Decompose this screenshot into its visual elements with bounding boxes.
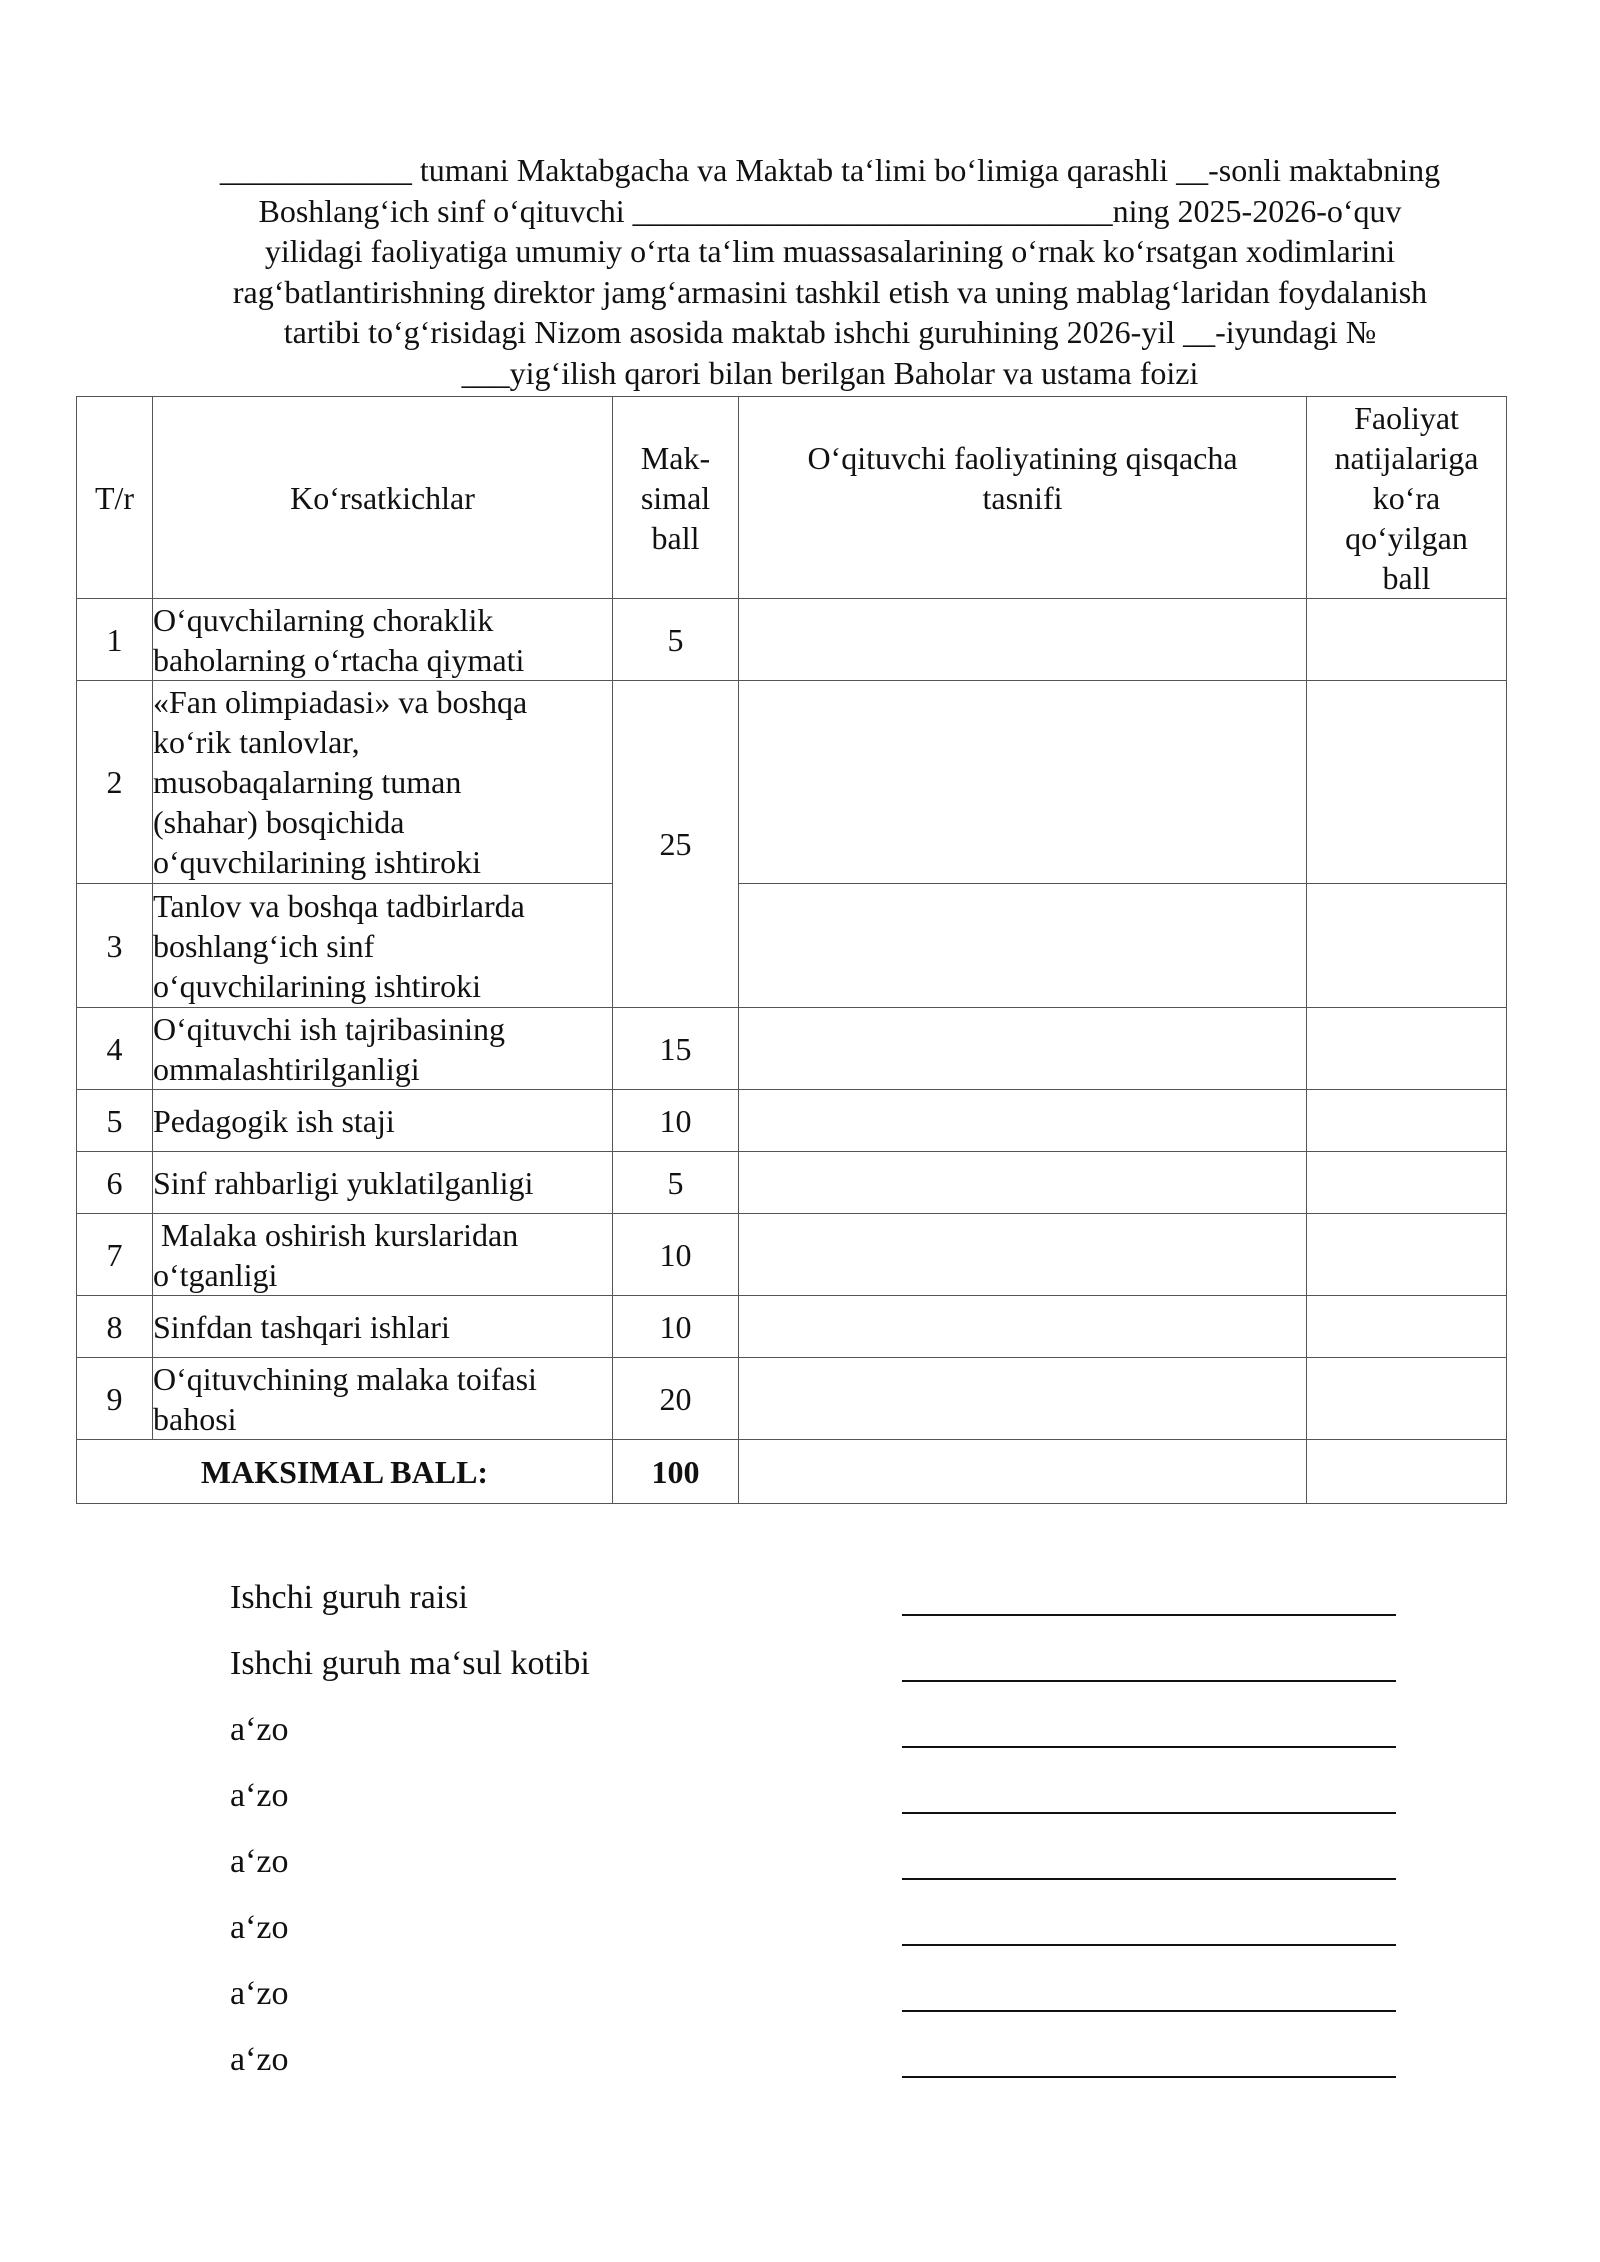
max-ball-cell: 10 <box>613 1090 739 1152</box>
evaluation-table <box>76 396 1507 1504</box>
description-cell <box>739 681 1307 884</box>
description-cell <box>739 1090 1307 1152</box>
signature-row <box>230 1966 1400 2032</box>
indicator-cell: Malaka oshirish kurslaridan o‘tganligi <box>153 1214 613 1296</box>
signature-label: a‘zo <box>230 1777 289 1814</box>
indicator-cell: O‘qituvchi ish tajribasining ommalashtirilganligi <box>153 1008 613 1090</box>
header-line: ___yig‘ilish qarori bilan berilgan Baholar va ustama foizi <box>461 354 1199 391</box>
signature-line <box>902 1746 1396 1748</box>
max-ball-cell: 5 <box>613 1152 739 1214</box>
signature-line <box>902 2010 1396 2012</box>
score-cell <box>1307 1296 1507 1358</box>
header-line: ____________ tumani Maktabgacha va Maktab ta‘limi bo‘limiga qarashli __-sonli maktabning <box>219 152 1441 188</box>
max-ball-cell: 10 <box>613 1296 739 1358</box>
table-row <box>77 599 1507 681</box>
description-cell <box>739 1214 1307 1296</box>
total-label: MAKSIMAL BALL: <box>77 1440 613 1504</box>
indicator-cell: O‘qituvchining malaka toifasi bahosi <box>153 1358 613 1440</box>
description-cell <box>739 599 1307 681</box>
table-row <box>77 1214 1507 1296</box>
row-number: 1 <box>77 599 153 681</box>
table-header-row <box>77 397 1507 599</box>
max-ball-cell: 10 <box>613 1214 739 1296</box>
header-result: Faoliyat natijalariga ko‘ra qo‘yilgan ball <box>1307 397 1507 599</box>
description-cell <box>739 884 1307 1008</box>
signature-line <box>902 1680 1396 1682</box>
score-cell <box>1307 1152 1507 1214</box>
signature-line <box>902 1812 1396 1814</box>
max-ball-cell: 25 <box>613 681 739 1008</box>
table-row <box>77 1090 1507 1152</box>
signature-row <box>230 1702 1400 1768</box>
signature-label: a‘zo <box>230 1843 289 1880</box>
indicator-cell: Tanlov va boshqa tadbirlarda boshlang‘ich sinf o‘quvchilarining ishtiroki <box>153 884 613 1008</box>
row-number: 3 <box>77 884 153 1008</box>
header-line: Boshlang‘ich sinf o‘qituvchi ______________________________ning 2025-2026-o‘quv <box>258 192 1402 229</box>
table-row <box>77 1152 1507 1214</box>
header-line: rag‘batlantirishning direktor jamg‘armasini tashkil etish va uning mablag‘laridan foydalanish <box>232 273 1428 310</box>
signature-label: a‘zo <box>230 1711 289 1748</box>
document-header <box>150 150 1510 393</box>
score-cell <box>1307 1214 1507 1296</box>
max-ball-cell: 20 <box>613 1358 739 1440</box>
signature-row <box>230 1834 1400 1900</box>
table-row <box>77 884 1507 1008</box>
signature-label: a‘zo <box>230 1975 289 2012</box>
score-cell <box>1307 1358 1507 1440</box>
score-cell <box>1307 599 1507 681</box>
signature-label: a‘zo <box>230 2041 289 2078</box>
signature-label: Ishchi guruh ma‘sul kotibi <box>230 1645 590 1682</box>
header-indicators: Ko‘rsatkichlar <box>153 397 613 599</box>
row-number: 4 <box>77 1008 153 1090</box>
max-ball-cell: 15 <box>613 1008 739 1090</box>
signature-line <box>902 1878 1396 1880</box>
max-ball-cell: 5 <box>613 599 739 681</box>
signature-line <box>902 1614 1396 1616</box>
signature-label: Ishchi guruh raisi <box>230 1579 468 1616</box>
signature-label: a‘zo <box>230 1909 289 1946</box>
description-cell <box>739 1008 1307 1090</box>
signature-row <box>230 2032 1400 2098</box>
description-cell <box>739 1358 1307 1440</box>
description-cell <box>739 1152 1307 1214</box>
signature-line <box>902 2076 1396 2078</box>
score-cell <box>1307 884 1507 1008</box>
row-number: 7 <box>77 1214 153 1296</box>
description-cell <box>739 1296 1307 1358</box>
signature-row <box>230 1768 1400 1834</box>
indicator-cell: Sinf rahbarligi yuklatilganligi <box>153 1152 613 1214</box>
signature-block <box>230 1570 1400 2098</box>
table-row <box>77 1358 1507 1440</box>
indicator-cell: O‘quvchilarning choraklik baholarning o‘rtacha qiymati <box>153 599 613 681</box>
score-cell <box>1307 681 1507 884</box>
header-max-ball: Mak- simal ball <box>613 397 739 599</box>
row-number: 5 <box>77 1090 153 1152</box>
signature-line <box>902 1944 1396 1946</box>
signature-row <box>230 1570 1400 1636</box>
header-description: O‘qituvchi faoliyatining qisqacha tasnifi <box>739 397 1307 599</box>
score-cell <box>1307 1440 1507 1504</box>
signature-row <box>230 1636 1400 1702</box>
indicator-cell: Sinfdan tashqari ishlari <box>153 1296 613 1358</box>
row-number: 6 <box>77 1152 153 1214</box>
header-number: T/r <box>77 397 153 599</box>
header-line: yilidagi faoliyatiga umumiy o‘rta ta‘lim muassasalarining o‘rnak ko‘rsatgan xodimlarini <box>264 233 1396 269</box>
row-number: 8 <box>77 1296 153 1358</box>
indicator-cell: Pedagogik ish staji <box>153 1090 613 1152</box>
score-cell <box>1307 1090 1507 1152</box>
header-line: tartibi to‘g‘risidagi Nizom asosida maktab ishchi guruhining 2026-yil __-iyundagi № <box>283 314 1377 350</box>
table-row <box>77 1296 1507 1358</box>
row-number: 2 <box>77 681 153 884</box>
score-cell <box>1307 1008 1507 1090</box>
description-cell <box>739 1440 1307 1504</box>
table-row <box>77 1008 1507 1090</box>
row-number: 9 <box>77 1358 153 1440</box>
indicator-cell: «Fan olimpiadasi» va boshqa ko‘rik tanlovlar, musobaqalarning tuman (shahar) bosqichida o‘quvchilarining ishtiroki <box>153 681 613 884</box>
total-row <box>77 1440 1507 1504</box>
total-value: 100 <box>613 1440 739 1504</box>
table-row <box>77 681 1507 884</box>
signature-row <box>230 1900 1400 1966</box>
